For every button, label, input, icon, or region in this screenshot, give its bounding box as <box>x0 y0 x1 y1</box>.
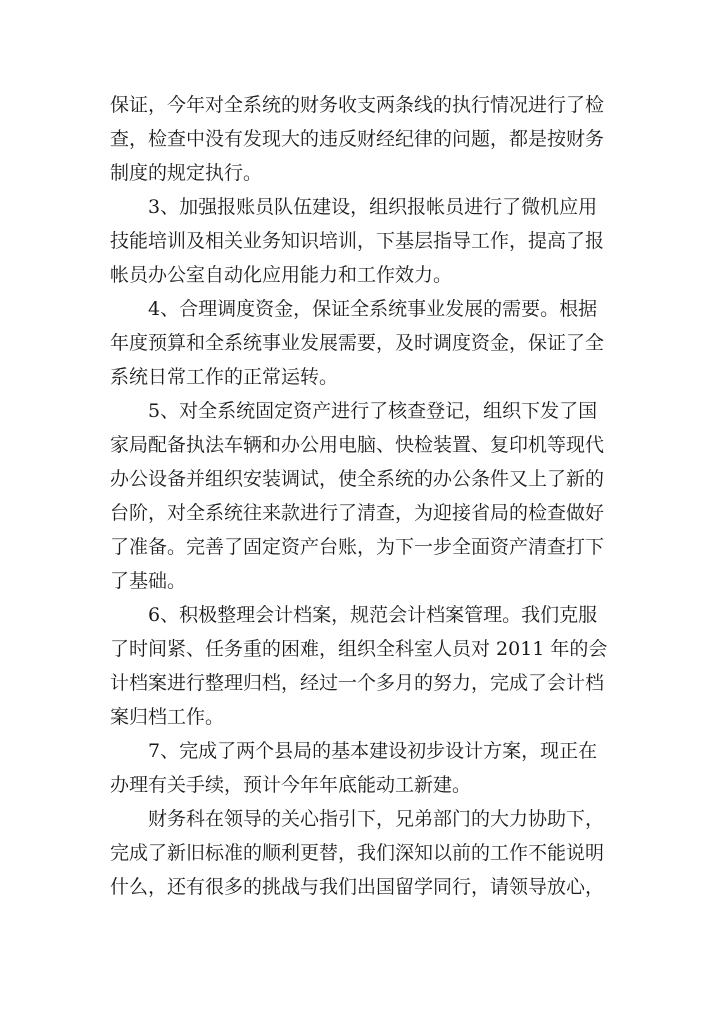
text-line: 保证，今年对全系统的财务收支两条线的执行情况进行了检 <box>110 94 605 116</box>
text-line: 什么，还有很多的挑战与我们出国留学同行，请领导放心， <box>110 876 605 898</box>
text-line: 财务科在领导的关心指引下，兄弟部门的大力协助下， <box>148 808 605 830</box>
paragraph-audit-conclusion <box>110 88 624 190</box>
paragraph-item-5 <box>110 394 624 598</box>
text-line: 6、积极整理会计档案，规范会计档案管理。我们克服 <box>148 604 598 626</box>
text-line: 办理有关手续，预计今年年底能动工新建。 <box>110 774 472 796</box>
text-line: 了基础。 <box>110 570 187 592</box>
text-line: 了准备。完善了固定资产台账，为下一步全面资产清查打下 <box>110 536 605 558</box>
paragraph-item-3 <box>110 190 624 292</box>
text-line: 年度预算和全系统事业发展需要，及时调度资金，保证了全 <box>110 332 605 354</box>
text-line: 4、合理调度资金，保证全系统事业发展的需要。根据 <box>148 298 598 320</box>
text-line: 3、加强报账员队伍建设，组织报帐员进行了微机应用 <box>148 196 598 218</box>
document-body <box>110 88 624 904</box>
paragraph-item-7 <box>110 734 624 802</box>
text-line: 了时间紧、任务重的困难，组织全科室人员对 2011 年的会 <box>110 638 608 660</box>
text-line: 查，检查中没有发现大的违反财经纪律的问题，都是按财务 <box>110 128 605 150</box>
text-line: 完成了新旧标准的顺利更替，我们深知以前的工作不能说明 <box>110 842 605 864</box>
text-line: 系统日常工作的正常运转。 <box>110 366 339 388</box>
text-line: 7、完成了两个县局的基本建设初步设计方案，现正在 <box>148 740 598 762</box>
text-line: 帐员办公室自动化应用能力和工作效力。 <box>110 264 453 286</box>
text-line: 5、对全系统固定资产进行了核查登记，组织下发了国 <box>148 400 598 422</box>
text-line: 技能培训及相关业务知识培训，下基层指导工作，提高了报 <box>110 230 605 252</box>
text-line: 案归档工作。 <box>110 706 225 728</box>
text-line: 台阶，对全系统往来款进行了清查，为迎接省局的检查做好 <box>110 502 605 524</box>
paragraph-item-6 <box>110 598 624 734</box>
text-line: 计档案进行整理归档，经过一个多月的努力，完成了会计档 <box>110 672 605 694</box>
text-line: 家局配备执法车辆和办公用电脑、快检装置、复印机等现代 <box>110 434 605 456</box>
text-line: 办公设备并组织安装调试，使全系统的办公条件又上了新的 <box>110 468 605 490</box>
paragraph-closing <box>110 802 624 904</box>
paragraph-item-4 <box>110 292 624 394</box>
text-line: 制度的规定执行。 <box>110 162 263 184</box>
